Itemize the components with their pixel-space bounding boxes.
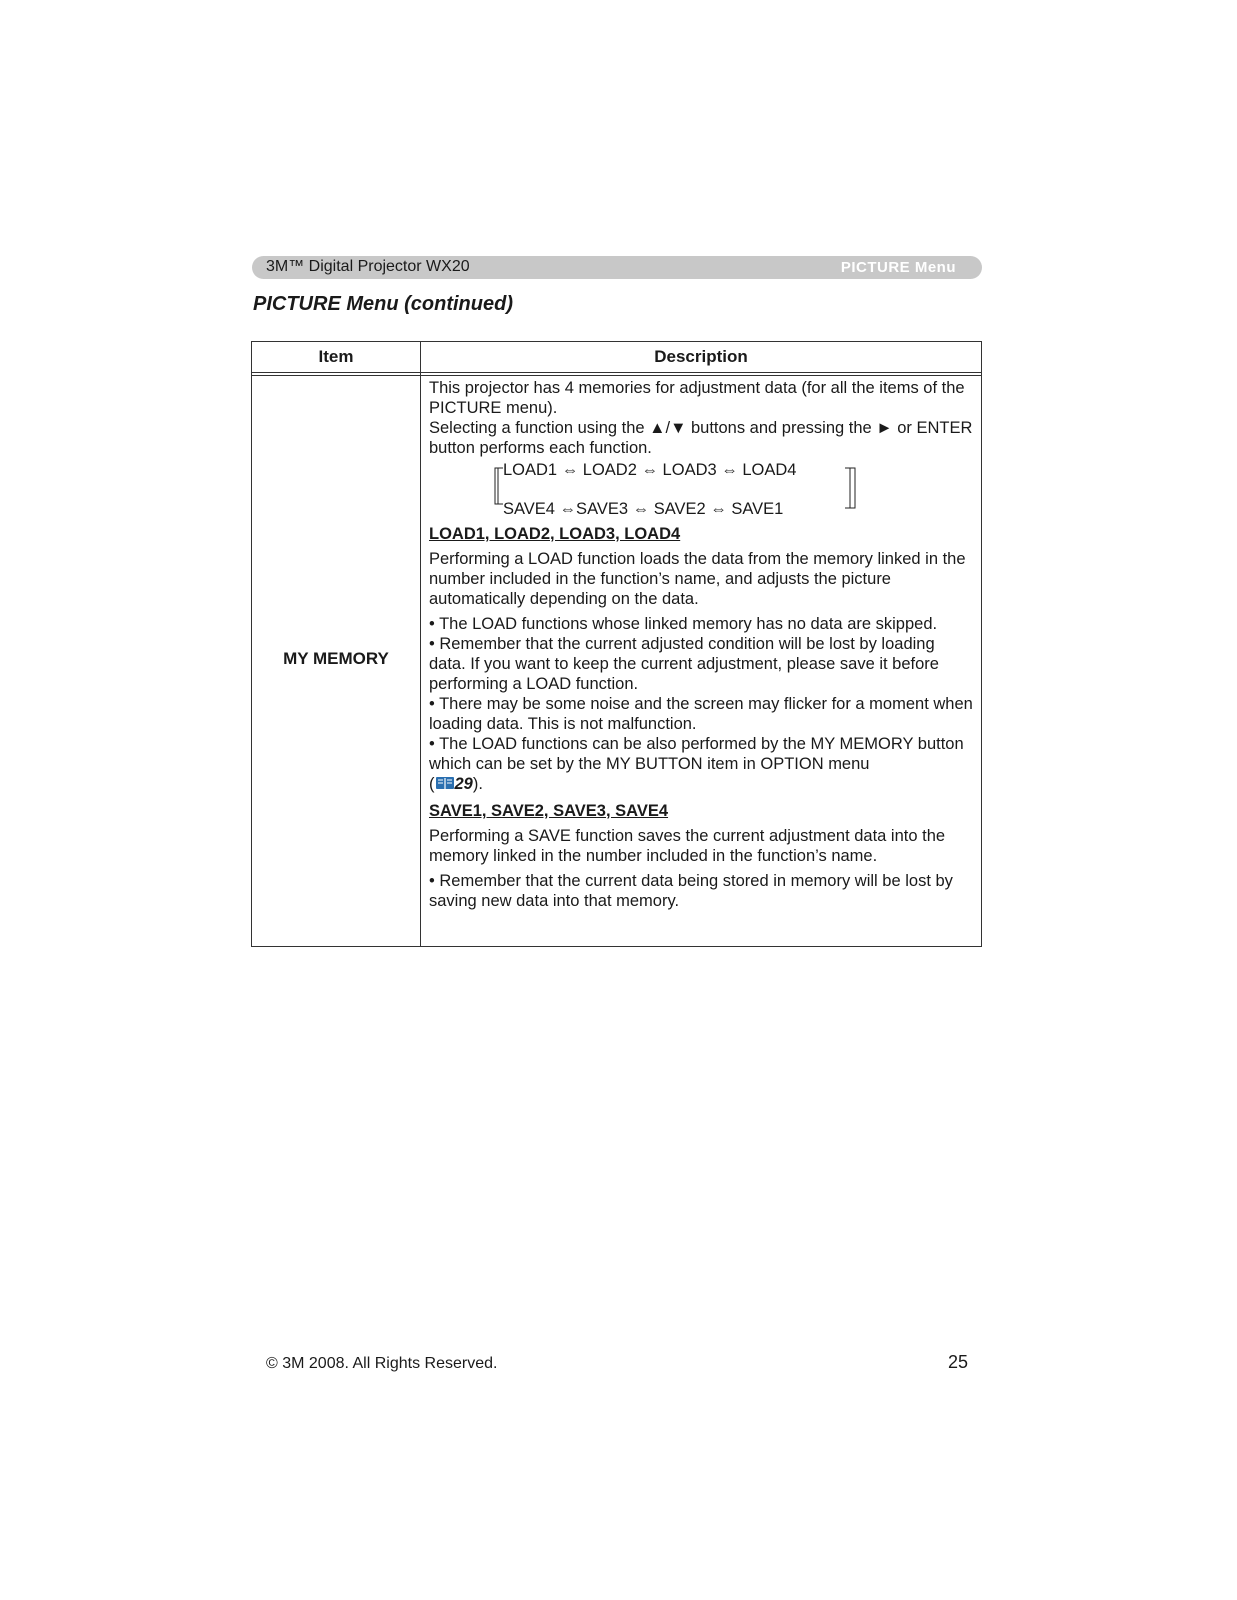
ref-open: ( [429,775,435,793]
save-cycle-row: SAVE4 ⇔SAVE3 ⇔ SAVE2 ⇔ SAVE1 [503,500,784,518]
book-icon [435,775,455,796]
copyright: © 3M 2008. All Rights Reserved. [266,1355,498,1372]
load-paragraph: Performing a LOAD function loads the data from the memory linked in the number included in the function’s name, and adjusts the picture automatically depending on the data. [429,550,966,608]
menu-table [251,341,982,947]
column-divider [420,342,421,946]
item-name: MY MEMORY [283,649,389,668]
page-number: 25 [948,1352,969,1372]
header-rule [252,372,981,373]
ref-page-number: 29 [454,775,473,793]
save-heading: SAVE1, SAVE2, SAVE3, SAVE4 [429,802,669,820]
save-paragraph: Performing a SAVE function saves the current adjustment data into the memory linked in the number included in the function’s name. [429,827,946,865]
load-bullet: • There may be some noise and the screen may flicker for a moment when loading data. This is not malfunction. [429,695,973,733]
load-bullet: • The LOAD functions whose linked memory has no data are skipped. [429,615,938,633]
load-bullet: • The LOAD functions can be also performed by the MY MEMORY button which can be set by the MY BUTTON item in OPTION menu [429,735,964,773]
load-cycle-row: LOAD1 ⇔ LOAD2 ⇔ LOAD3 ⇔ LOAD4 [503,461,797,479]
page-reference [429,774,975,796]
memory-cycle-diagram [489,458,869,524]
section-name: PICTURE Menu [840,259,956,276]
header-bar [252,256,982,279]
header-rule-double [252,375,981,376]
save-bullet: • Remember that the current data being stored in memory will be lost by saving new data into that memory. [429,872,953,910]
load-heading: LOAD1, LOAD2, LOAD3, LOAD4 [429,525,681,543]
ref-close: ). [472,775,483,793]
page-title: PICTURE Menu (continued) [253,293,513,315]
column-header-description: Description [654,347,748,366]
load-bullet: • Remember that the current adjusted condition will be lost by loading data. If you want to keep the current adjustment, please save it before performing a LOAD function. [429,635,939,693]
intro-paragraph: Selecting a function using the ▲/▼ buttons and pressing the ► or ENTER button performs each function. [429,419,973,457]
column-header-item: Item [318,347,354,366]
intro-paragraph: This projector has 4 memories for adjustment data (for all the items of the PICTURE menu). [429,379,965,417]
item-description [429,378,975,911]
product-name: 3M™ Digital Projector WX20 [266,258,470,275]
